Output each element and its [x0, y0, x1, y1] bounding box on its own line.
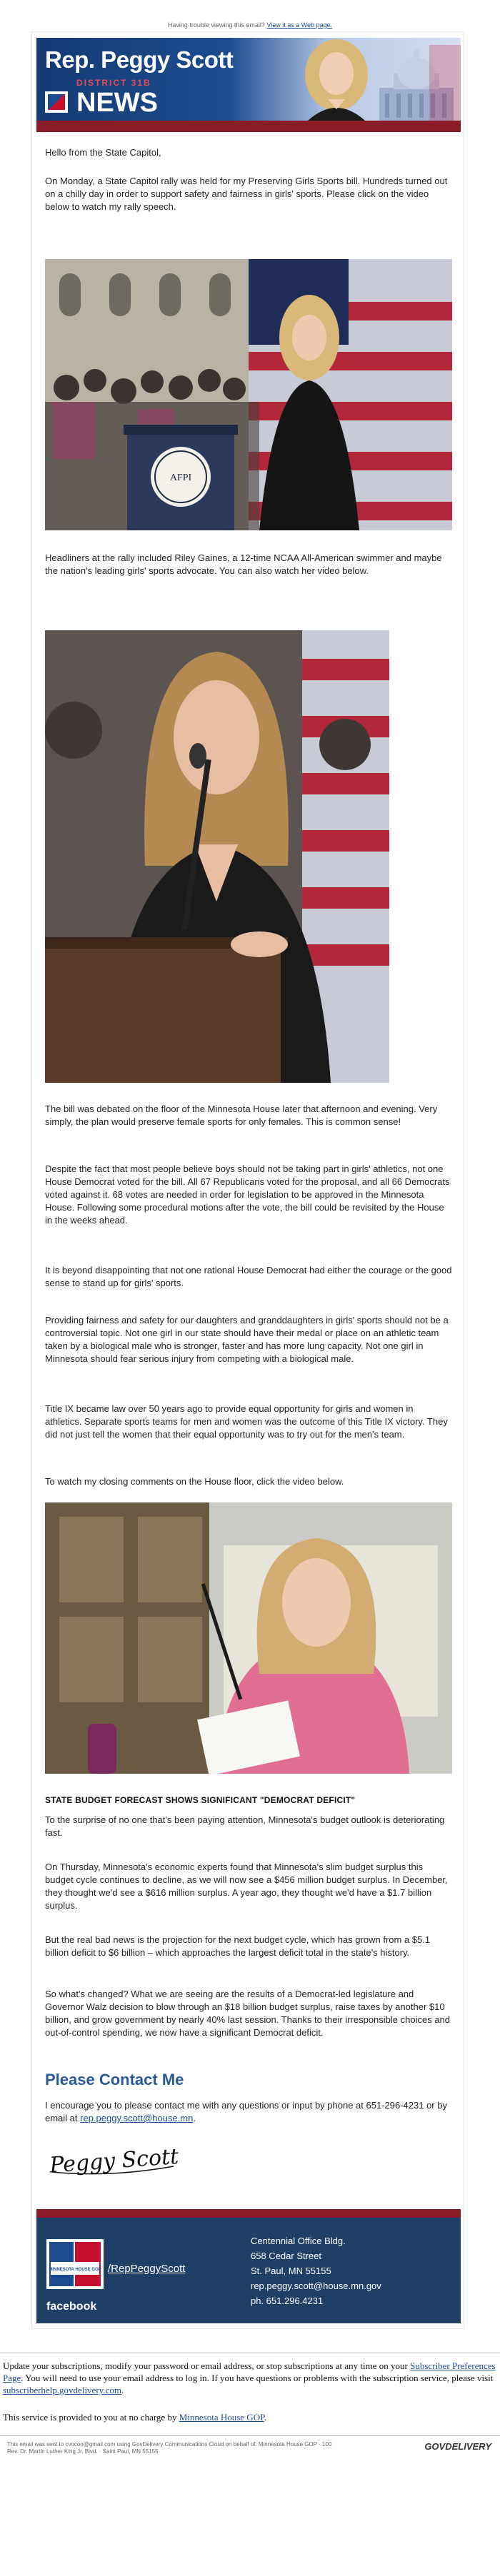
footer-logo-text: MINNESOTA HOUSE GOP: [49, 2268, 101, 2272]
paragraph-headliners: Headliners at the rally included Riley Gaines, a 12-time NCAA All-American swimmer and maybe the nation's leading girls' sports advocate. You can also watch her video below.: [45, 552, 442, 576]
mn-house-gop-logo: [46, 2239, 104, 2289]
footer-box: [36, 2218, 461, 2323]
subscriber-help-link[interactable]: subscriberhelp.govdelivery.com: [3, 2385, 121, 2395]
view-web-page-link[interactable]: View it as a Web page.: [266, 21, 333, 29]
paragraph-budget-outlook: To the surprise of no one that's been paying attention, Minnesota's budget outlook is deteriorating fast.: [45, 1814, 445, 1838]
facebook-handle-link[interactable]: /RepPeggyScott: [108, 2263, 186, 2275]
paragraph-budget-deficit: But the real bad news is the projection for the next budget cycle, which has grown from a $5.1 billion deficit to $6 billion – which approaches the largest deficit total in the state's history.: [45, 1934, 431, 1958]
preheader-text: Having trouble viewing this email?: [167, 21, 265, 29]
paragraph-closing-video: To watch my closing comments on the House floor, click the video below.: [45, 1476, 344, 1487]
riley-gaines-video-thumbnail[interactable]: [45, 630, 389, 1083]
mn-house-logo-icon: [45, 91, 68, 113]
signature: [45, 2138, 188, 2181]
paragraph-debate: The bill was debated on the floor of the Minnesota House later that afternoon and evening. Very simply, the plan would preserve female sports for only females. This is common sense!: [45, 1103, 438, 1127]
service-provider-text: This service is provided to you at no charge by Minnesota House GOP.: [3, 2412, 267, 2423]
address-line: St. Paul, MN 55155: [251, 2266, 331, 2276]
subscription-text: Update your subscriptions, modify your password or email address, or stop subscriptions at any time on your Subscriber Preferences Page. You will need to use your email address to log in. If you have questions or problems with the subscription service, please visit subscriberhelp.govdelivery.com.: [3, 2360, 496, 2395]
paragraph-title-ix: Title IX became law over 50 years ago to provide equal opportunity for girls and women in athletics. Separate sports teams for men and women was the outcome of this Title IX victory. They did not just tell the women that their equal opportunity was to try out for the men's team.: [45, 1403, 448, 1440]
header-divider-bar: [36, 121, 461, 132]
banner-title: Rep. Peggy Scott: [45, 46, 234, 73]
footer-phone: ph. 651.296.4231: [251, 2295, 324, 2306]
subscriber-preferences-link[interactable]: Subscriber Preferences Page: [3, 2360, 496, 2383]
contact-email-link[interactable]: rep.peggy.scott@house.mn: [80, 2113, 194, 2123]
greeting-text: Hello from the State Capitol,: [45, 147, 161, 158]
address-line: 658 Cedar Street: [251, 2251, 322, 2261]
podium-seal-text: AFPI: [169, 473, 192, 483]
signature-text: Peggy Scott: [49, 2143, 180, 2178]
paragraph-rally: On Monday, a State Capitol rally was held for my Preserving Girls Sports bill. Hundreds turned out on a chilly day in order to support safety and fairness in girls' sports. Please click on the video below to watch my rally speech.: [45, 176, 448, 212]
fineprint: This email was sent to cvocoo@gmail.com using GovDelivery Communications Cloud on behalf of: Minnesota House GOP · 100 Rev. Dr. Martin Luther King Jr. Blvd. · Saint Paul, MN 55155: [7, 2441, 332, 2455]
contact-heading: Please Contact Me: [45, 2071, 184, 2088]
govdelivery-logo: GOVDELIVERY: [424, 2441, 491, 2452]
contact-paragraph: I encourage you to please contact me with any questions or input by phone at 651-296-4231 or by email at rep.peggy.scott@house.mn.: [45, 2100, 447, 2123]
preheader: [0, 0, 500, 29]
budget-heading: STATE BUDGET FORECAST SHOWS SIGNIFICANT "DEMOCRAT DEFICIT": [45, 1795, 356, 1805]
minnesota-house-gop-link[interactable]: Minnesota House GOP: [179, 2412, 264, 2423]
fineprint-divider: [0, 2435, 500, 2436]
footer-email[interactable]: rep.peggy.scott@house.mn.gov: [251, 2280, 381, 2291]
banner-district: DISTRICT 31B: [76, 78, 151, 88]
office-address: [251, 2233, 381, 2308]
paragraph-disappointing: It is beyond disappointing that not one rational House Democrat had either the courage or the good sense to stand up for girls' sports.: [45, 1265, 452, 1288]
facebook-icon[interactable]: facebook: [46, 2300, 97, 2313]
capitol-dome-icon: [372, 45, 461, 121]
paragraph-budget-surplus: On Thursday, Minnesota's economic experts found that Minnesota's slim budget surplus this budget cycle continues to decline, as we will now see a $456 million budget surplus. In December, they thought we'd see a $616 million surplus. A year ago, they thought we'd have a $1.7 billion surplus.: [45, 1862, 448, 1911]
email-container: [31, 31, 464, 2329]
banner-news: NEWS: [76, 88, 158, 118]
paragraph-fairness: Providing fairness and safety for our daughters and granddaughters in girls' sports should not be a controversial topic. Not one girl in our state should have their medal or place on an athletic team taken by a biological male who is stronger, faster and has more lung capacity. Not one girl in Minnesota should fear serious injury from competing with a biological male.: [45, 1315, 449, 1364]
rally-video-thumbnail[interactable]: [45, 259, 452, 530]
header-banner: [36, 38, 461, 121]
paragraph-vote: Despite the fact that most people believe boys should not be taking part in girls' athletics, not one House Democrat voted for the bill. All 67 Republicans voted for the proposal, and all 66 Democrats voted against it. 68 votes are needed in order for legislation to be approved in the Minnesota House. Following some procedural motions after the vote, the bill could be revisited by the House in the weeks ahead.: [45, 1163, 450, 1226]
paragraph-democrat-deficit: So what's changed? What we are seeing are the results of a Democrat-led legislature and Governor Walz decision to blow through an $18 billion budget surplus, raise taxes by another $10 billion, and grow government by nearly 40% last session. Thanks to their irresponsible choices and out-of-control spending, we now have a significant Democrat deficit.: [45, 1989, 451, 2038]
address-line: Centennial Office Bldg.: [251, 2236, 346, 2246]
portrait-photo: [294, 38, 379, 121]
greeting: [45, 146, 452, 159]
closing-comments-video-thumbnail[interactable]: [45, 1502, 452, 1774]
footer-divider-bar: [36, 2209, 461, 2218]
